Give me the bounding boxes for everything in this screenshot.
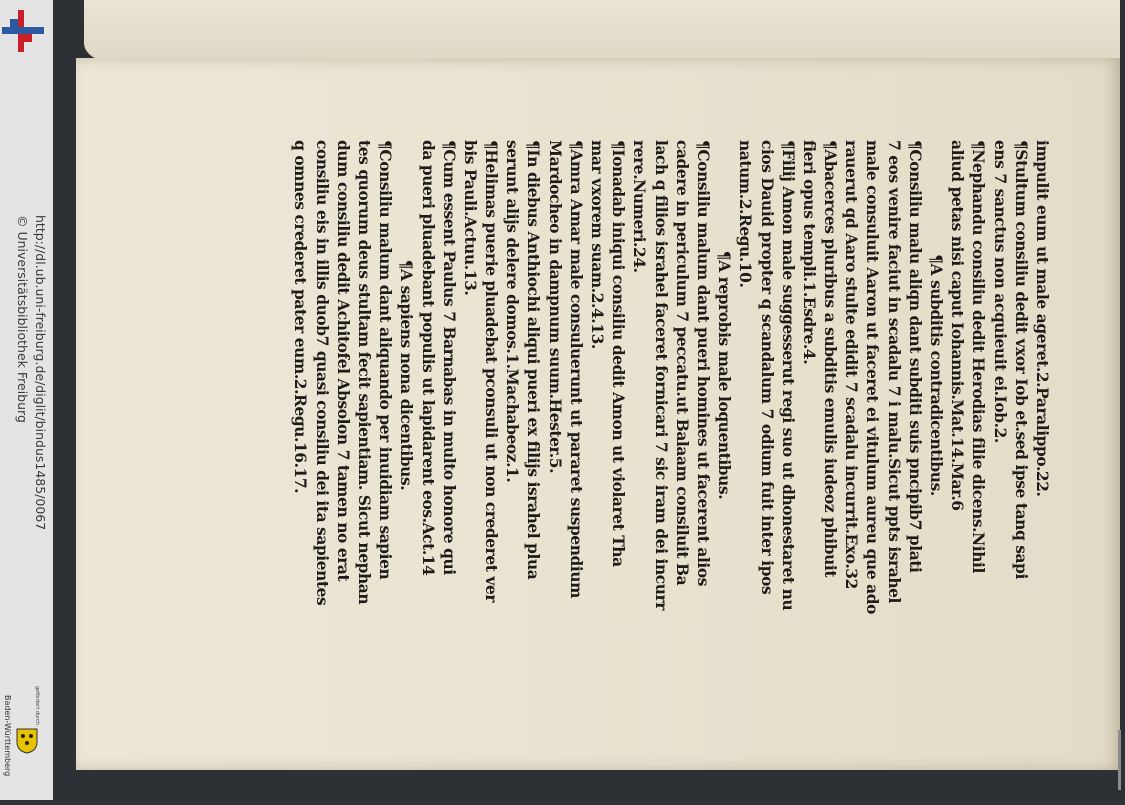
text-line: ¶Nephandu consiliu dedit Herodias filie dicens.Nihil xyxy=(969,140,988,573)
text-line: ¶Stultum consiliu dedit vxor Iob et.sed ipse tanq sapi xyxy=(1011,140,1030,579)
funder-label: Baden-Württemberg xyxy=(3,695,12,777)
section-heading: ¶A reprobis male loquentibus. xyxy=(715,250,734,500)
text-line: mar vxorem suam.2.4.13. xyxy=(588,140,607,349)
text-line: ¶Ionadab iniqui consiliu dedit Amon ut violaret Tha xyxy=(609,140,628,567)
scan-edge-marker xyxy=(1118,730,1121,790)
page-url[interactable]: http://dl.ub.uni-freiburg.de/diglit/bindus1485/0067 xyxy=(33,215,48,531)
text-line: 7 eos venire faciut in scadalu 7 i malu.Sicut ppts israhel xyxy=(884,140,903,603)
text-line: consiliu eis in illis duob7 quasi consiliu dei ita sapientes xyxy=(312,140,331,606)
text-line: tes quorum deus stultam fecit sapientiam. Sicut nephan xyxy=(355,140,373,605)
text-line: rere.Numeri.24. xyxy=(630,140,649,273)
text-line: ¶Consiliu malu aliqn dant subditi suis pncipib7 plati xyxy=(905,140,924,573)
text-line: ens 7 sanctus non acquieuit ei.Iob.2. xyxy=(990,140,1009,443)
text-line: fieri opus templi.1.Esdre.4. xyxy=(799,140,818,365)
text-line: aliud petas nisi caput Iohannis.Mat.14.Mar.6 xyxy=(948,140,967,511)
text-line: da pueri pluadebant populis ut lapidarent eos.Act.14 xyxy=(418,140,437,576)
text-line: impulit eum ut male ageret.2.Paralippo.22. xyxy=(1033,140,1051,497)
text-line: ¶Filij Amon male suggesserut regi suo ut dhonestaret nu xyxy=(778,140,797,611)
text-line: ¶Cum essent Paulus 7 Barnabas in multo honore qui xyxy=(439,140,458,575)
text-line: serunt alijs delere domos.1.Machabeoz.1. xyxy=(503,140,522,483)
copyright-text: © Universitätsbibliothek Freiburg xyxy=(15,215,30,423)
text-line: rauerut qd Aaro stulte edidit 7 scadalu incurrit.Exo.32 xyxy=(842,140,861,589)
text-line: ¶Helimas puerie pluadebat pconsuli ut non crederet ver xyxy=(482,140,501,603)
text-line: ¶Abacerces pluribus a subditis emulis iudeoz phibuit xyxy=(821,140,840,578)
viewer-sidebar xyxy=(0,0,54,800)
text-line: cios Dauid propter q scandalum 7 odium fuit inter ipos xyxy=(757,140,776,595)
adjacent-page-edge xyxy=(84,0,1120,63)
university-logo-icon xyxy=(2,10,44,52)
coat-of-arms-icon xyxy=(16,728,38,754)
text-line: ¶Consiliu malum dant pueri homines ut facerent alios xyxy=(694,140,712,586)
section-heading: ¶A sapiens nona dicentibus. xyxy=(397,259,416,491)
text-line: bis Pauli.Actuu.13. xyxy=(460,140,479,296)
text-line: Mardocheo in dampnum suum.Hester.5. xyxy=(545,140,564,474)
text-line: q omnes crederet pater eum.2.Regu.16.17. xyxy=(291,140,310,494)
text-line: natum.2.Regu.10. xyxy=(736,140,755,288)
text-line: ¶Amra Amar male consuluerunt ut pararet suspendium xyxy=(566,140,585,599)
text-line: lach q filios israhel faceret fornicari 7 sic iram dei incurr xyxy=(651,140,670,610)
text-line: male consuluit Aaron ut faceret ei vitulum aureu que ado xyxy=(863,140,882,614)
section-heading: ¶A subditis contradicentibus. xyxy=(927,254,946,496)
text-line: ¶In diebus Anthiochi aliqui pueri ex filijs israhel plua xyxy=(524,140,543,580)
text-line: dum consiliu dedit Achitofel Absolon 7 tamen no erat xyxy=(333,140,352,582)
text-line: cadere in periculum 7 peccatu.ut Balaam consiluit Ba xyxy=(672,140,691,586)
funded-by-label: gefördert durch xyxy=(34,686,40,726)
text-line: ¶Consiliu malum dant aliquando per inuidiam sapien xyxy=(376,140,395,580)
page-text xyxy=(289,140,1052,614)
viewer-credit xyxy=(13,215,49,595)
